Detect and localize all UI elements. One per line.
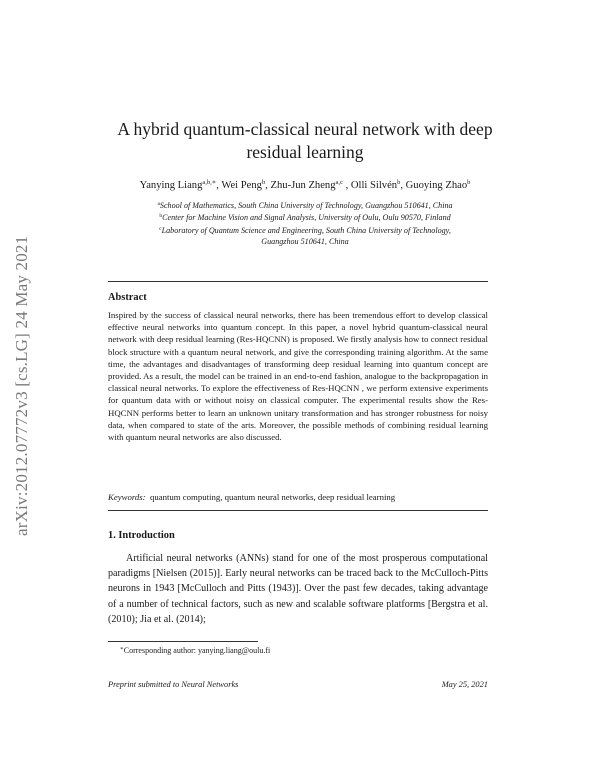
footnote-text: Corresponding author: yanying.liang@oulu.fi: [123, 646, 271, 655]
keywords-label: Keywords:: [108, 492, 146, 502]
footer-date: May 25, 2021: [441, 680, 488, 689]
author-name: Olli Silvén: [350, 180, 398, 191]
affiliation-text: School of Mathematics, South China University of Technology, Guangzhou 510641, China: [159, 201, 453, 210]
title-line-2: residual learning: [246, 142, 364, 162]
affiliation-text: Laboratory of Quantum Science and Engineering, South China University of Technology,: [161, 225, 451, 235]
footnote: [120, 644, 270, 656]
title-line-1: A hybrid quantum-classical neural network with deep: [117, 119, 493, 139]
author-affil-mark: a,c: [335, 179, 343, 186]
author-affil-mark: b: [261, 179, 266, 186]
author-affil-mark: b: [397, 179, 401, 186]
author-affil-mark: a,b,∗: [202, 179, 217, 186]
section-heading: 1. Introduction: [108, 530, 175, 541]
keywords-text: quantum computing, quantum neural networks, deep residual learning: [149, 492, 396, 502]
affiliation: [100, 211, 510, 223]
affiliation-mark: b: [159, 213, 163, 220]
author-separator: ,: [216, 180, 222, 191]
footer-journal: Preprint submitted to Neural Networks: [108, 680, 239, 689]
author-name: Yanying Liang: [139, 180, 203, 191]
arxiv-identifier: arXiv:2012.07772v3 [cs.LG] 24 May 2021: [12, 235, 31, 537]
abstract-top-rule: [108, 281, 488, 282]
author-separator: ,: [342, 180, 351, 191]
author-affil-mark: b: [467, 179, 471, 186]
abstract-body: Inspired by the success of classical neural networks, there has been tremendous effort to develop classical effective neural networks into quantum concept. In this paper, a novel hybrid quantum-classical neural network with deep residual learning (Res-HQCNN) is proposed. We firstly analysis how to connect residual block structure with a quantum neural network, and give the corresponding training algorithm. At the same time, the advantages and disadvantages of transforming deep residual learning into quantum concept are provided. As a result, the model can be trained in an end-to-end fashion, analogue to the backpropagation in classical neural networks. To explore the effectiveness of Res-HQCNN , we perform extensive experiments for quantum data with or without noisy on classical computer. The experimental results show the Res-HQCNN performs better to learn an unknown unitary transformation and has stronger robustness for noisy data, when compared to state of the arts. Moreover, the possible methods of combining residual learning with quantum neural networks are also discussed.: [108, 310, 488, 443]
paper-title: [100, 118, 510, 164]
affiliation: [100, 236, 510, 247]
author-separator: ,: [265, 180, 271, 191]
affiliation-text: Guangzhou 510641, China: [261, 236, 349, 246]
keywords: [108, 491, 488, 503]
affiliation-list: [100, 199, 510, 247]
intro-paragraph: Artificial neural networks (ANNs) stand for one of the most prosperous computational paradigms [Nielsen (2015)]. Early neural networks can be traced back to the McCulloch-Pitts neurons in 1943 [McCulloch and Pitts (1943)]. Over the past few decades, taking advantage of a number of technical factors, such as new and scalable software platforms [Bergstra et al. (2010); Jia et al. (2014);: [108, 553, 488, 625]
affiliation-mark: c: [159, 225, 162, 232]
author-name: Wei Peng: [221, 180, 262, 191]
abstract-heading: Abstract: [108, 292, 147, 303]
author-list: [100, 176, 510, 193]
footnote-mark: ∗: [120, 646, 124, 652]
abstract-bottom-rule: [108, 510, 488, 511]
affiliation: [100, 224, 510, 236]
affiliation-mark: a: [157, 201, 160, 207]
author-separator: ,: [400, 180, 406, 191]
affiliation-text: Center for Machine Vision and Signal Analysis, University of Oulu, Oulu 90570, Finland: [162, 213, 451, 223]
affiliation: [100, 199, 510, 211]
author-name: Zhu-Jun Zheng: [270, 180, 336, 191]
footnote-rule: [108, 641, 258, 642]
author-name: Guoying Zhao: [405, 180, 468, 191]
